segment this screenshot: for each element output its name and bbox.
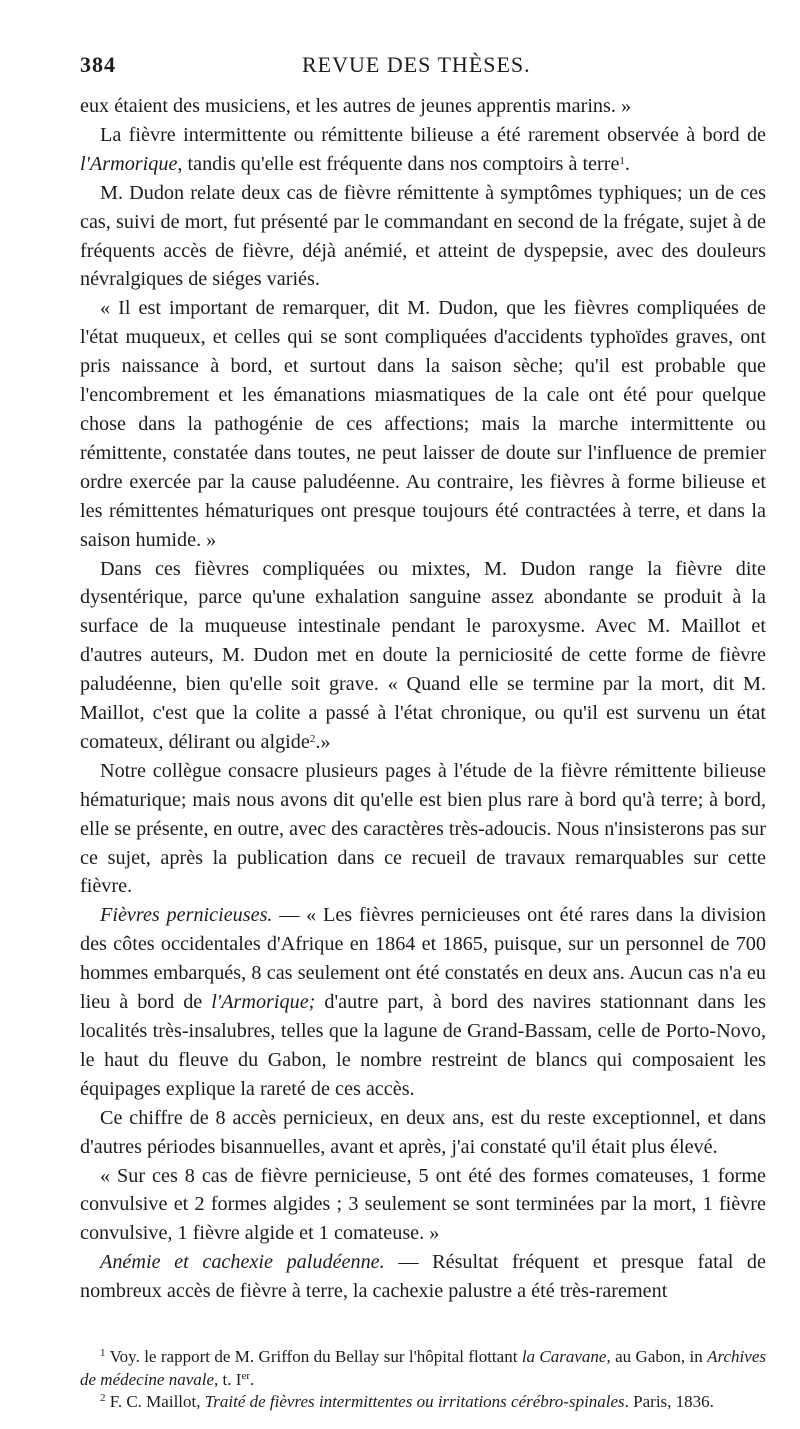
text-run: . [249, 1369, 255, 1389]
running-header [80, 52, 766, 82]
text-run: « Sur ces 8 cas de fièvre pernicieuse, 5 ont été des formes comateuses, 1 forme convulsive et 2 formes algides ; 3 seulement se sont terminées par la mort, 1 fièvre convulsive, 1 fièvre algide et 1 comateuse. » [80, 1164, 766, 1245]
paragraph-3 [80, 179, 766, 295]
note-reference: er [241, 1369, 250, 1382]
paragraph-1 [80, 92, 766, 121]
text-run: — Résultat fréquent et presque fatal de nombreux accès de fièvre à terre, la cachexie palustre a été très-rarement [80, 1251, 766, 1303]
paragraph-8 [80, 1104, 766, 1162]
italic-text: l'Armorique; [211, 991, 316, 1014]
text-run: . Paris, 1836. [624, 1392, 714, 1412]
text-run: Dans ces fièvres compliquées ou mixtes, M. Dudon range la fièvre dite dysentérique, parce qu'une exhalation sanguine assez abondante se produit à la surface de la muqueuse intestinale pendant le paroxysme. Avec M. Maillot et d'autres auteurs, M. Dudon met en doute la perniciosité de cette forme de fièvre paludéenne, bien qu'elle soit grave. « Quand elle se termine par la mort, dit M. Maillot, c'est que la colite a passé à l'état chronique, ou qu'il est survenu un état comateux, délirant ou algide [80, 557, 766, 753]
paragraph-9 [80, 1162, 766, 1249]
text-run: . [624, 152, 630, 175]
text-run: — « Les fièvres pernicieuses ont été rares dans la division des côtes occidentales d'Afrique en 1864 et 1865, puisque, sur un personnel de 700 hommes embarqués, 8 cas seulement ont été constatés en deux ans. Aucun cas n'a eu lieu à bord de [80, 904, 766, 1014]
italic-text: Fièvres pernicieuses. [100, 904, 273, 927]
paragraph-7 [80, 901, 766, 1103]
text-run: d'autre part, à bord des navires stationnant dans les localités très-insalubres, telles que la lagune de Grand-Bassam, celle de Porto-Novo, le haut du fleuve du Gabon, le nombre restreint de blancs qui composaient les équipages explique la rareté de ces accès. [80, 991, 766, 1100]
text-run: , au Gabon, in [606, 1347, 708, 1367]
text-run: « Il est important de remarquer, dit M. Dudon, que les fièvres compliquées de l'état muqueux, et celles qui se sont compliquées d'accidents typhoïdes graves, ont pris naissance à bord, et surtout dans la saison sèche; qu'il est probable que l'encombrement et les émanations miasmatiques de la cale ont été pour quelque chose dans la pathogénie de ces affections; mais la marche intermittente ou rémittente, constatée dans toutes, ne peut laisser de doute sur l'influence de premier ordre exercée par la cause paludéenne. Au contraire, les fièvres à forme bilieuse et les rémittentes hématuriques ont presque toujours été contractées à terre, et dans la saison humide. » [80, 297, 766, 551]
text-run: M. Dudon relate deux cas de fièvre rémittente à symptômes typhiques; un de ces cas, suivi de mort, fut présenté par le commandant en second de la frégate, sujet à de fréquents accès de fièvre, déjà anémié, et atteint de dyspepsie, avec des douleurs névralgiques de siéges variés. [80, 181, 766, 291]
footnotes [80, 1346, 766, 1414]
text-run: Voy. le rapport de M. Griffon du Bellay sur l'hôpital flottant [105, 1347, 522, 1367]
note-reference: 2 [309, 732, 316, 745]
running-title: REVUE DES THÈSES. [302, 52, 531, 77]
italic-text: Archives de médecine navale [80, 1347, 766, 1389]
italic-text: l'Armorique [80, 152, 178, 175]
note-reference: 1 [100, 1347, 106, 1360]
text-run: eux étaient des musiciens, et les autres de jeunes apprentis marins. » [80, 95, 632, 117]
text-run: Ce chiffre de 8 accès pernicieux, en deux ans, est du reste exceptionnel, et dans d'autres périodes bisannuelles, avant et après, j'ai constaté qu'il était plus élevé. [80, 1106, 766, 1158]
body-text [80, 92, 766, 1306]
text-run: La fièvre intermittente ou rémittente bilieuse a été rarement observée à bord de [100, 123, 766, 146]
paragraph-10 [80, 1248, 766, 1306]
footnote-1 [80, 1346, 766, 1391]
italic-text: Traité de fièvres intermittentes ou irritations cérébro-spinales [204, 1392, 625, 1412]
italic-text: Anémie et cachexie paludéenne. [100, 1251, 385, 1274]
text-run: .» [315, 730, 331, 753]
paragraph-5 [80, 555, 766, 757]
paragraph-6 [80, 757, 766, 902]
text-run: , tandis qu'elle est fréquente dans nos comptoirs à terre [177, 152, 620, 175]
text-run: F. C. Maillot, [105, 1392, 205, 1412]
text-run: Notre collègue consacre plusieurs pages à l'étude de la fièvre rémittente bilieuse hématurique; mais nous avons dit qu'elle est bien plus rare à bord qu'à terre; à bord, elle se présente, en outre, avec des caractères très-adoucis. Nous n'insisterons pas sur ce sujet, après la publication dans ce recueil de travaux remarquables sur cette fièvre. [80, 759, 766, 898]
footnote-2 [80, 1391, 766, 1414]
italic-text: la Caravane [521, 1347, 607, 1367]
text-run: , t. I [214, 1369, 242, 1389]
page-number: 384 [80, 52, 116, 77]
note-reference: 2 [100, 1392, 106, 1405]
footnote-spacer [80, 1306, 766, 1346]
paragraph-4 [80, 294, 766, 554]
paragraph-2 [80, 121, 766, 179]
note-reference: 1 [619, 154, 625, 167]
